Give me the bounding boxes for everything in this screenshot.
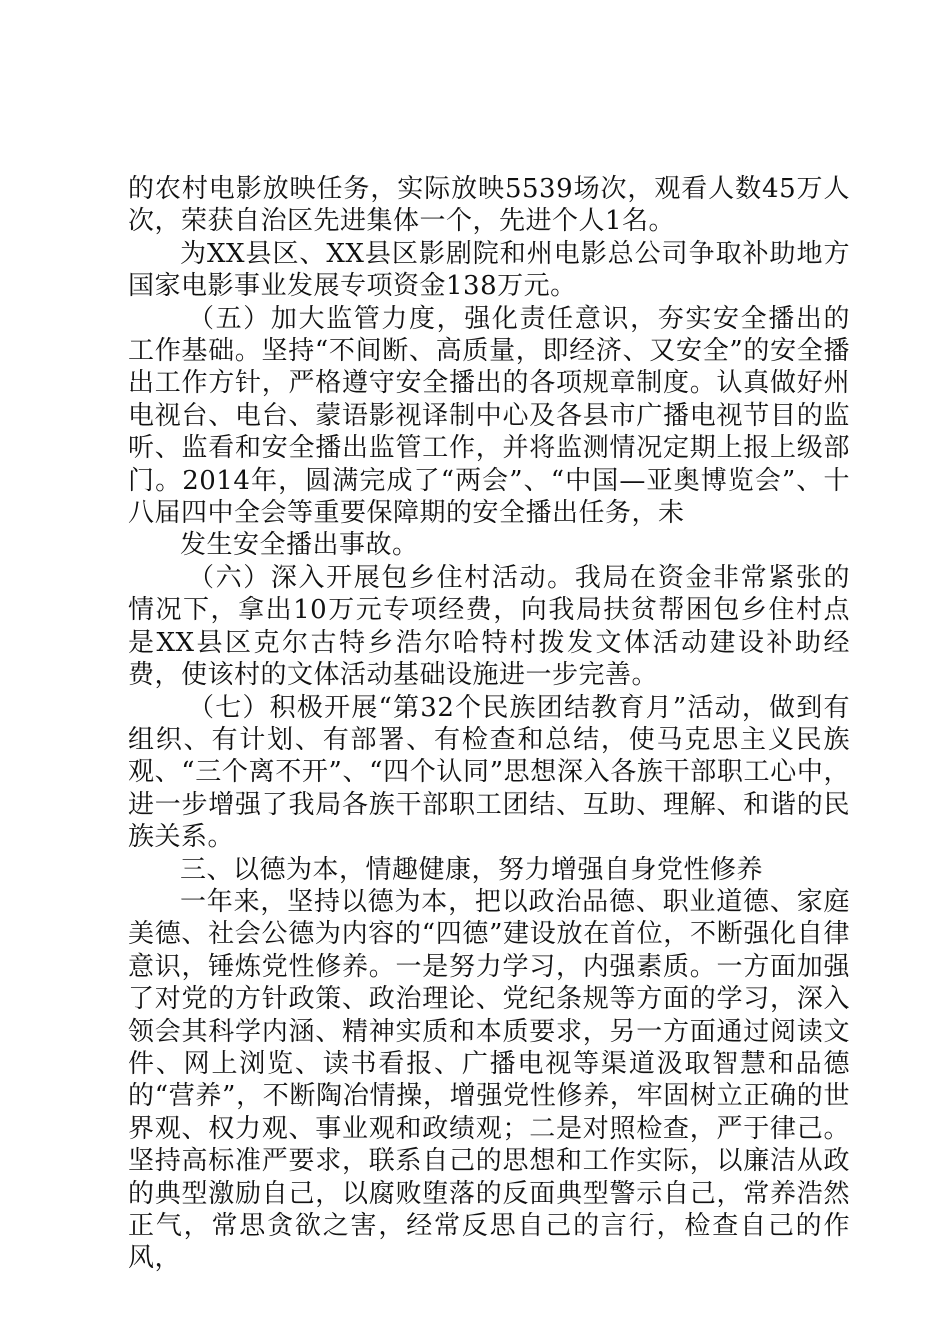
section-heading-morality: 三、以德为本，情趣健康，努力增强自身党性修养 — [180, 854, 764, 885]
paragraph-village-activity: （六）深入开展包乡住村活动。我局在资金非常紧张的情况下，拿出10万元专项经费，向我局扶贫帮困包乡住村点是XX县区克尔古特乡浩尔哈特村拨发文体活动建设补助经费，使该村的文体活动基础设施进一步完善。 — [128, 562, 850, 691]
paragraph-morality-study: 一年来，坚持以德为本，把以政治品德、职业道德、家庭美德、社会公德为内容的“四德”建设放在首位，不断强化自律意识，锤炼党性修养。一是努力学习，内强素质。一方面加强了对党的方针政策、政治理论、党纪条规等方面的学习，深入领会其科学内涵、精神实质和本质要求，另一方面通过阅读文件、网上浏览、读书看报、广播电视等渠道汲取智慧和品德的“营养”，不断陶冶情操，增强党性修养，牢固树立正确的世界观、权力观、事业观和政绩观；二是对照检查，严于律己。坚持高标准严要求，联系自己的思想和工作实际，以廉洁从政的典型激励自己，以腐败堕落的反面典型警示自己，常养浩然正气，常思贪欲之害，经常反思自己的言行，检查自己的作风， — [128, 886, 850, 1274]
paragraph-ethnic-unity: （七）积极开展“第32个民族团结教育月”活动，做到有组织、有计划、有部署、有检查和总结，使马克思主义民族观、“三个离不开”、“四个认同”思想深入各族干部职工心中，进一步增强了我局各族干部职工团结、互助、理解、和谐的民族关系。 — [128, 692, 850, 853]
paragraph-safe-broadcast: （五）加大监管力度，强化责任意识，夯实安全播出的工作基础。坚持“不间断、高质量，即经济、又安全”的安全播出工作方针，严格遵守安全播出的各项规章制度。认真做好州电视台、电台、蒙语影视译制中心及各县市广播电视节目的监听、监看和安全播出监管工作，并将监测情况定期上报上级部门。2014年，圆满完成了“两会”、“中国—亚奥博览会”、十八届四中全会等重要保障期的安全播出任务，未 — [128, 303, 850, 529]
paragraph-no-accident: 发生安全播出事故。 — [180, 530, 419, 561]
paragraph-film-screening: 的农村电影放映任务，实际放映5539场次，观看人数45万人次，荣获自治区先进集体一个，先进个人1名。 — [128, 174, 850, 237]
document-body — [128, 173, 850, 1275]
paragraph-film-funding: 为XX县区、XX县区影剧院和州电影总公司争取补助地方国家电影事业发展专项资金138万元。 — [128, 238, 850, 302]
